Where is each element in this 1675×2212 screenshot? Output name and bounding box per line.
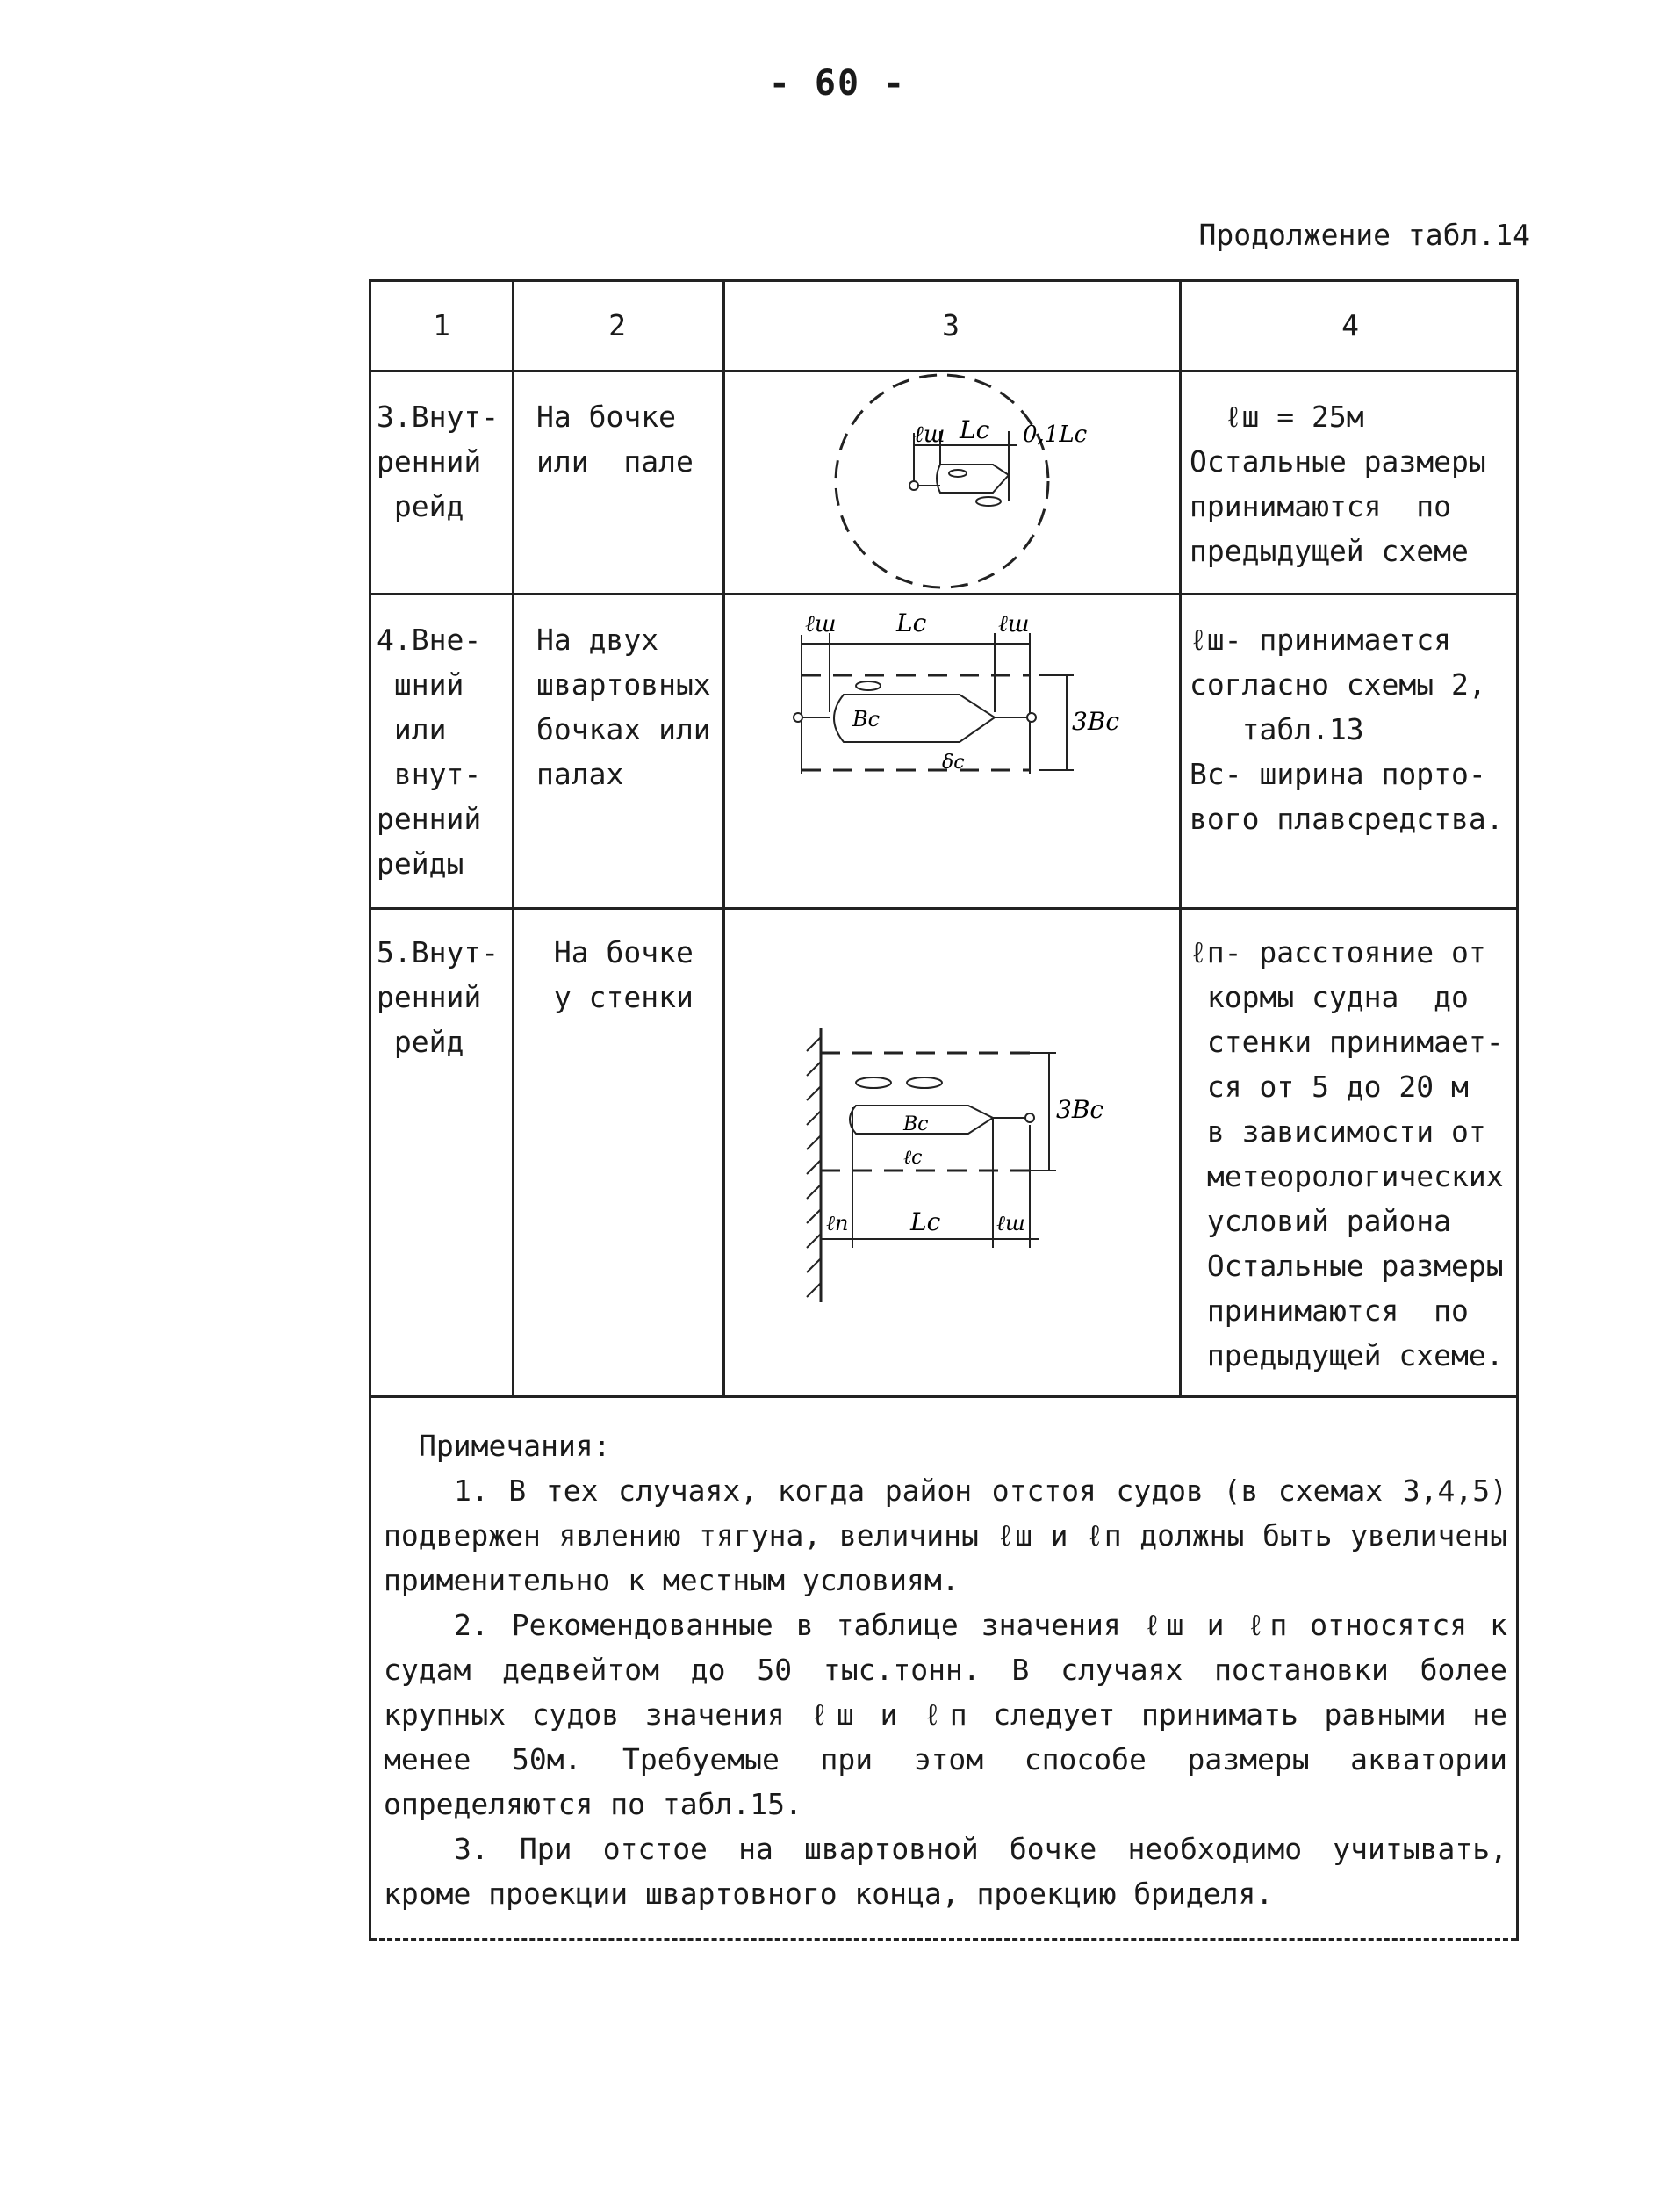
label-Bc: Bc (903, 1113, 929, 1135)
label-3Bc: 3Bc (1072, 707, 1120, 736)
label-l-p: ℓп (826, 1211, 849, 1236)
row3-mooring-method: На бочке или пале (536, 400, 694, 479)
table-notes (384, 1423, 1507, 1916)
table-14-continued (369, 279, 1519, 1941)
row-divider (371, 593, 1516, 595)
scheme-two-buoys (793, 598, 1161, 861)
note-2: 2. Рекомендованные в таблице значения ℓш и ℓп относятся к судам дедвейтом до 50 тыс.тонн. В случаях постановки более крупных судов значения ℓш и ℓп следует принимать равными не менее 50м. Требуемые при этом способе размеры акватории определяются по табл.15. (384, 1608, 1507, 1821)
label-Lc: Lc (960, 415, 990, 444)
column-divider (722, 282, 725, 1395)
label-l-sh: ℓш (996, 1211, 1025, 1236)
column-divider (512, 282, 514, 1395)
row4-mooring-method: На двух швартовных бочках или палах (536, 623, 711, 791)
column-header-2: 2 (608, 308, 626, 342)
row5-mooring-method: На бочке у стенки (553, 935, 694, 1014)
row5-anchorage-type: 5.Внут- ренний рейд (377, 935, 500, 1059)
label-l-c: ℓc (903, 1147, 923, 1169)
quay-wall-hatching (807, 1037, 821, 1297)
label-l-sh-right: ℓш (998, 611, 1030, 638)
label-0-1Lc: 0,1Lc (1023, 422, 1088, 448)
row3-dimensions: ℓш = 25м Остальные размеры принимаются по предыдущей схеме (1190, 400, 1486, 568)
row3-anchorage-type: 3.Внут- ренний рейд (377, 400, 500, 523)
page-number: - 60 - (768, 63, 907, 104)
column-header-1: 1 (433, 308, 450, 342)
table-bottom-border (371, 1938, 1516, 1941)
row4-dimensions: ℓш- принимается согласно схемы 2, табл.13 Bc- ширина порто- вого плавсредства. (1190, 623, 1504, 836)
label-l-sh: ℓш (914, 422, 945, 448)
label-3Bc: 3Bc (1056, 1095, 1104, 1124)
label-Bc: Bc (852, 707, 881, 731)
row-divider (371, 1395, 1516, 1398)
note-1: 1. В тех случаях, когда район отстоя судов (в схемах 3,4,5) подвержен явлению тягуна, величины ℓш и ℓп должны быть увеличены применительно к местным условиям. (384, 1473, 1507, 1597)
row5-dimensions: ℓп- расстояние от кормы судна до стенки принимает- ся от 5 до 20 м в зависимости от метеорологических условий района Остальные размеры принимаются по предыдущей схеме. (1190, 935, 1504, 1373)
label-delta-c: δc (942, 752, 965, 774)
label-Lc: Lc (910, 1207, 941, 1236)
label-l-sh-left: ℓш (805, 611, 837, 638)
column-header-4: 4 (1341, 308, 1359, 342)
scheme-single-buoy-swing-circle (810, 370, 1088, 593)
notes-title: Примечания: (419, 1429, 611, 1463)
note-3: 3. При отстое на швартовной бочке необходимо учитывать, кроме проекции швартовного конца, проекцию бриделя. (384, 1832, 1507, 1911)
row4-anchorage-type: 4.Вне- шний или внут- ренний рейды (377, 623, 482, 881)
row-divider (371, 907, 1516, 910)
table-continuation-caption: Продолжение табл.14 (1198, 218, 1530, 252)
scheme-buoy-at-wall (802, 1020, 1188, 1318)
column-header-3: 3 (942, 308, 960, 342)
label-Lc: Lc (896, 609, 927, 638)
